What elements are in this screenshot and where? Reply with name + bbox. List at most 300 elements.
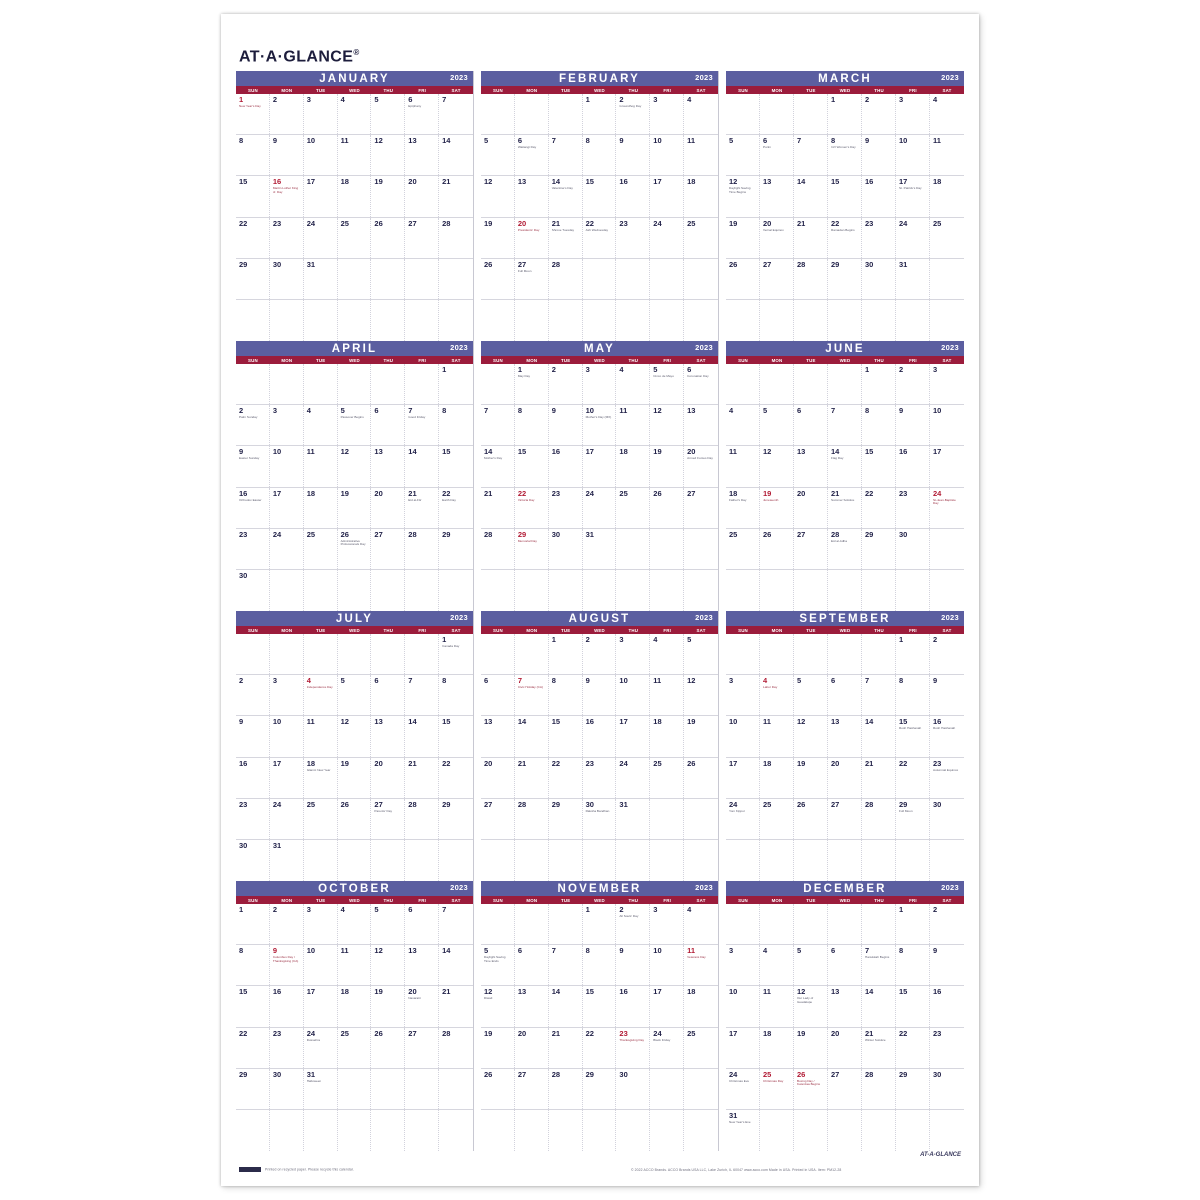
day-cell[interactable] [760, 904, 794, 944]
day-cell[interactable] [684, 1028, 718, 1068]
day-cell[interactable] [896, 675, 930, 715]
day-cell[interactable] [549, 799, 583, 839]
day-cell[interactable] [862, 1110, 896, 1151]
day-cell[interactable] [439, 570, 473, 611]
day-cell[interactable] [515, 758, 549, 798]
day-cell[interactable] [616, 1110, 650, 1151]
day-cell[interactable] [616, 675, 650, 715]
day-cell[interactable] [760, 1069, 794, 1109]
day-cell[interactable] [549, 1069, 583, 1109]
day-cell[interactable] [583, 716, 617, 756]
day-cell[interactable] [896, 840, 930, 881]
day-cell[interactable] [515, 675, 549, 715]
day-cell[interactable] [515, 259, 549, 299]
day-cell[interactable] [515, 945, 549, 985]
day-cell[interactable] [760, 300, 794, 341]
day-cell[interactable] [726, 135, 760, 175]
day-cell[interactable] [439, 218, 473, 258]
day-cell[interactable] [236, 840, 270, 881]
day-cell[interactable] [794, 716, 828, 756]
day-cell[interactable] [481, 300, 515, 341]
day-cell[interactable] [439, 364, 473, 404]
day-cell[interactable] [684, 364, 718, 404]
day-cell[interactable] [405, 758, 439, 798]
day-cell[interactable] [616, 364, 650, 404]
day-cell[interactable] [650, 675, 684, 715]
day-cell[interactable] [684, 446, 718, 486]
day-cell[interactable] [439, 446, 473, 486]
day-cell[interactable] [371, 300, 405, 341]
day-cell[interactable] [304, 176, 338, 216]
day-cell[interactable] [896, 570, 930, 611]
day-cell[interactable] [616, 799, 650, 839]
day-cell[interactable] [930, 529, 964, 569]
day-cell[interactable] [236, 904, 270, 944]
day-cell[interactable] [583, 218, 617, 258]
day-cell[interactable] [896, 716, 930, 756]
day-cell[interactable] [616, 300, 650, 341]
day-cell[interactable] [930, 716, 964, 756]
day-cell[interactable] [338, 529, 372, 569]
day-cell[interactable] [338, 716, 372, 756]
day-cell[interactable] [896, 904, 930, 944]
day-cell[interactable] [760, 1028, 794, 1068]
day-cell[interactable] [930, 799, 964, 839]
day-cell[interactable] [684, 904, 718, 944]
day-cell[interactable] [338, 758, 372, 798]
day-cell[interactable] [338, 300, 372, 341]
day-cell[interactable] [896, 758, 930, 798]
day-cell[interactable] [930, 135, 964, 175]
day-cell[interactable] [338, 945, 372, 985]
day-cell[interactable] [338, 634, 372, 674]
day-cell[interactable] [371, 94, 405, 134]
day-cell[interactable] [304, 1110, 338, 1151]
day-cell[interactable] [338, 405, 372, 445]
day-cell[interactable] [304, 1069, 338, 1109]
day-cell[interactable] [236, 529, 270, 569]
day-cell[interactable] [405, 675, 439, 715]
day-cell[interactable] [862, 1069, 896, 1109]
day-cell[interactable] [794, 300, 828, 341]
day-cell[interactable] [371, 634, 405, 674]
day-cell[interactable] [583, 529, 617, 569]
day-cell[interactable] [371, 364, 405, 404]
day-cell[interactable] [405, 135, 439, 175]
day-cell[interactable] [760, 570, 794, 611]
day-cell[interactable] [726, 758, 760, 798]
day-cell[interactable] [481, 488, 515, 528]
day-cell[interactable] [481, 218, 515, 258]
day-cell[interactable] [684, 716, 718, 756]
day-cell[interactable] [828, 675, 862, 715]
day-cell[interactable] [684, 488, 718, 528]
day-cell[interactable] [405, 218, 439, 258]
day-cell[interactable] [896, 945, 930, 985]
day-cell[interactable] [236, 986, 270, 1026]
day-cell[interactable] [828, 986, 862, 1026]
day-cell[interactable] [684, 259, 718, 299]
day-cell[interactable] [270, 300, 304, 341]
day-cell[interactable] [896, 364, 930, 404]
day-cell[interactable] [896, 94, 930, 134]
day-cell[interactable] [583, 634, 617, 674]
day-cell[interactable] [896, 176, 930, 216]
day-cell[interactable] [481, 1028, 515, 1068]
day-cell[interactable] [930, 840, 964, 881]
day-cell[interactable] [930, 1028, 964, 1068]
day-cell[interactable] [304, 488, 338, 528]
day-cell[interactable] [828, 135, 862, 175]
day-cell[interactable] [439, 986, 473, 1026]
day-cell[interactable] [405, 986, 439, 1026]
day-cell[interactable] [650, 1069, 684, 1109]
day-cell[interactable] [270, 218, 304, 258]
day-cell[interactable] [304, 300, 338, 341]
day-cell[interactable] [930, 1110, 964, 1151]
day-cell[interactable] [515, 94, 549, 134]
day-cell[interactable] [650, 300, 684, 341]
day-cell[interactable] [930, 945, 964, 985]
day-cell[interactable] [304, 799, 338, 839]
day-cell[interactable] [371, 488, 405, 528]
day-cell[interactable] [371, 529, 405, 569]
day-cell[interactable] [684, 799, 718, 839]
day-cell[interactable] [304, 529, 338, 569]
day-cell[interactable] [371, 840, 405, 881]
day-cell[interactable] [481, 904, 515, 944]
day-cell[interactable] [549, 1110, 583, 1151]
day-cell[interactable] [338, 1028, 372, 1068]
day-cell[interactable] [583, 94, 617, 134]
day-cell[interactable] [270, 405, 304, 445]
day-cell[interactable] [405, 840, 439, 881]
day-cell[interactable] [650, 446, 684, 486]
day-cell[interactable] [794, 799, 828, 839]
day-cell[interactable] [405, 446, 439, 486]
day-cell[interactable] [726, 1028, 760, 1068]
day-cell[interactable] [236, 634, 270, 674]
day-cell[interactable] [236, 945, 270, 985]
day-cell[interactable] [828, 176, 862, 216]
day-cell[interactable] [270, 488, 304, 528]
day-cell[interactable] [583, 1069, 617, 1109]
day-cell[interactable] [481, 176, 515, 216]
day-cell[interactable] [583, 488, 617, 528]
day-cell[interactable] [583, 300, 617, 341]
day-cell[interactable] [828, 529, 862, 569]
day-cell[interactable] [828, 446, 862, 486]
day-cell[interactable] [726, 446, 760, 486]
day-cell[interactable] [726, 176, 760, 216]
day-cell[interactable] [405, 405, 439, 445]
day-cell[interactable] [481, 758, 515, 798]
day-cell[interactable] [684, 570, 718, 611]
day-cell[interactable] [481, 570, 515, 611]
day-cell[interactable] [828, 94, 862, 134]
day-cell[interactable] [862, 94, 896, 134]
day-cell[interactable] [828, 716, 862, 756]
day-cell[interactable] [650, 135, 684, 175]
day-cell[interactable] [896, 405, 930, 445]
day-cell[interactable] [828, 1028, 862, 1068]
day-cell[interactable] [270, 758, 304, 798]
day-cell[interactable] [930, 405, 964, 445]
day-cell[interactable] [862, 570, 896, 611]
day-cell[interactable] [726, 634, 760, 674]
day-cell[interactable] [583, 904, 617, 944]
day-cell[interactable] [405, 488, 439, 528]
day-cell[interactable] [726, 986, 760, 1026]
day-cell[interactable] [930, 1069, 964, 1109]
day-cell[interactable] [862, 716, 896, 756]
day-cell[interactable] [896, 446, 930, 486]
day-cell[interactable] [481, 1069, 515, 1109]
day-cell[interactable] [481, 94, 515, 134]
day-cell[interactable] [896, 218, 930, 258]
day-cell[interactable] [684, 405, 718, 445]
day-cell[interactable] [862, 405, 896, 445]
day-cell[interactable] [549, 1028, 583, 1068]
day-cell[interactable] [304, 986, 338, 1026]
day-cell[interactable] [616, 758, 650, 798]
day-cell[interactable] [684, 94, 718, 134]
day-cell[interactable] [549, 945, 583, 985]
day-cell[interactable] [515, 570, 549, 611]
day-cell[interactable] [405, 94, 439, 134]
day-cell[interactable] [549, 570, 583, 611]
day-cell[interactable] [650, 1028, 684, 1068]
day-cell[interactable] [650, 94, 684, 134]
day-cell[interactable] [481, 634, 515, 674]
day-cell[interactable] [583, 176, 617, 216]
day-cell[interactable] [405, 1069, 439, 1109]
day-cell[interactable] [794, 218, 828, 258]
day-cell[interactable] [304, 675, 338, 715]
day-cell[interactable] [270, 840, 304, 881]
day-cell[interactable] [439, 1110, 473, 1151]
day-cell[interactable] [481, 446, 515, 486]
day-cell[interactable] [583, 840, 617, 881]
day-cell[interactable] [270, 1110, 304, 1151]
day-cell[interactable] [371, 945, 405, 985]
day-cell[interactable] [439, 176, 473, 216]
day-cell[interactable] [439, 135, 473, 175]
day-cell[interactable] [726, 405, 760, 445]
day-cell[interactable] [439, 488, 473, 528]
day-cell[interactable] [583, 135, 617, 175]
day-cell[interactable] [862, 758, 896, 798]
day-cell[interactable] [583, 570, 617, 611]
day-cell[interactable] [270, 94, 304, 134]
day-cell[interactable] [405, 1110, 439, 1151]
day-cell[interactable] [270, 446, 304, 486]
day-cell[interactable] [862, 799, 896, 839]
day-cell[interactable] [270, 570, 304, 611]
day-cell[interactable] [760, 758, 794, 798]
day-cell[interactable] [439, 840, 473, 881]
day-cell[interactable] [371, 1028, 405, 1068]
day-cell[interactable] [549, 716, 583, 756]
day-cell[interactable] [583, 1110, 617, 1151]
day-cell[interactable] [236, 1069, 270, 1109]
day-cell[interactable] [338, 840, 372, 881]
day-cell[interactable] [726, 218, 760, 258]
day-cell[interactable] [481, 716, 515, 756]
day-cell[interactable] [405, 176, 439, 216]
day-cell[interactable] [650, 364, 684, 404]
day-cell[interactable] [236, 716, 270, 756]
day-cell[interactable] [236, 300, 270, 341]
day-cell[interactable] [828, 218, 862, 258]
day-cell[interactable] [236, 135, 270, 175]
day-cell[interactable] [650, 799, 684, 839]
day-cell[interactable] [726, 300, 760, 341]
day-cell[interactable] [794, 259, 828, 299]
day-cell[interactable] [439, 259, 473, 299]
day-cell[interactable] [405, 799, 439, 839]
day-cell[interactable] [760, 1110, 794, 1151]
day-cell[interactable] [583, 405, 617, 445]
day-cell[interactable] [405, 300, 439, 341]
day-cell[interactable] [684, 986, 718, 1026]
day-cell[interactable] [616, 446, 650, 486]
day-cell[interactable] [236, 675, 270, 715]
day-cell[interactable] [481, 945, 515, 985]
day-cell[interactable] [616, 716, 650, 756]
day-cell[interactable] [794, 446, 828, 486]
day-cell[interactable] [760, 716, 794, 756]
day-cell[interactable] [515, 300, 549, 341]
day-cell[interactable] [650, 986, 684, 1026]
day-cell[interactable] [684, 135, 718, 175]
day-cell[interactable] [828, 1069, 862, 1109]
day-cell[interactable] [236, 218, 270, 258]
day-cell[interactable] [828, 259, 862, 299]
day-cell[interactable] [236, 446, 270, 486]
day-cell[interactable] [930, 176, 964, 216]
day-cell[interactable] [439, 1069, 473, 1109]
day-cell[interactable] [236, 1110, 270, 1151]
day-cell[interactable] [405, 716, 439, 756]
day-cell[interactable] [583, 446, 617, 486]
day-cell[interactable] [616, 840, 650, 881]
day-cell[interactable] [760, 799, 794, 839]
day-cell[interactable] [338, 986, 372, 1026]
day-cell[interactable] [794, 634, 828, 674]
day-cell[interactable] [515, 1028, 549, 1068]
day-cell[interactable] [481, 259, 515, 299]
day-cell[interactable] [270, 716, 304, 756]
day-cell[interactable] [270, 634, 304, 674]
day-cell[interactable] [650, 176, 684, 216]
day-cell[interactable] [726, 840, 760, 881]
day-cell[interactable] [270, 259, 304, 299]
day-cell[interactable] [794, 840, 828, 881]
day-cell[interactable] [760, 840, 794, 881]
day-cell[interactable] [304, 634, 338, 674]
day-cell[interactable] [930, 94, 964, 134]
day-cell[interactable] [684, 1069, 718, 1109]
day-cell[interactable] [896, 1028, 930, 1068]
day-cell[interactable] [726, 1069, 760, 1109]
day-cell[interactable] [650, 405, 684, 445]
day-cell[interactable] [862, 529, 896, 569]
day-cell[interactable] [304, 840, 338, 881]
day-cell[interactable] [930, 218, 964, 258]
day-cell[interactable] [405, 945, 439, 985]
day-cell[interactable] [583, 1028, 617, 1068]
day-cell[interactable] [828, 364, 862, 404]
day-cell[interactable] [794, 1028, 828, 1068]
day-cell[interactable] [616, 570, 650, 611]
day-cell[interactable] [371, 675, 405, 715]
day-cell[interactable] [930, 675, 964, 715]
day-cell[interactable] [405, 1028, 439, 1068]
day-cell[interactable] [549, 94, 583, 134]
day-cell[interactable] [481, 529, 515, 569]
day-cell[interactable] [684, 634, 718, 674]
day-cell[interactable] [684, 529, 718, 569]
day-cell[interactable] [405, 570, 439, 611]
day-cell[interactable] [650, 488, 684, 528]
day-cell[interactable] [338, 135, 372, 175]
day-cell[interactable] [583, 675, 617, 715]
day-cell[interactable] [549, 218, 583, 258]
day-cell[interactable] [828, 799, 862, 839]
day-cell[interactable] [515, 135, 549, 175]
day-cell[interactable] [371, 799, 405, 839]
day-cell[interactable] [338, 1110, 372, 1151]
day-cell[interactable] [304, 716, 338, 756]
day-cell[interactable] [684, 758, 718, 798]
day-cell[interactable] [405, 259, 439, 299]
day-cell[interactable] [616, 218, 650, 258]
day-cell[interactable] [760, 364, 794, 404]
day-cell[interactable] [515, 1110, 549, 1151]
day-cell[interactable] [304, 259, 338, 299]
day-cell[interactable] [726, 675, 760, 715]
day-cell[interactable] [650, 218, 684, 258]
day-cell[interactable] [650, 840, 684, 881]
day-cell[interactable] [549, 904, 583, 944]
day-cell[interactable] [828, 904, 862, 944]
day-cell[interactable] [794, 94, 828, 134]
day-cell[interactable] [650, 529, 684, 569]
day-cell[interactable] [549, 176, 583, 216]
day-cell[interactable] [439, 799, 473, 839]
day-cell[interactable] [371, 1110, 405, 1151]
day-cell[interactable] [439, 945, 473, 985]
day-cell[interactable] [304, 135, 338, 175]
day-cell[interactable] [583, 758, 617, 798]
day-cell[interactable] [760, 488, 794, 528]
day-cell[interactable] [862, 945, 896, 985]
day-cell[interactable] [930, 259, 964, 299]
day-cell[interactable] [515, 405, 549, 445]
day-cell[interactable] [794, 1069, 828, 1109]
day-cell[interactable] [439, 529, 473, 569]
day-cell[interactable] [338, 799, 372, 839]
day-cell[interactable] [726, 364, 760, 404]
day-cell[interactable] [760, 945, 794, 985]
day-cell[interactable] [338, 176, 372, 216]
day-cell[interactable] [515, 218, 549, 258]
day-cell[interactable] [270, 799, 304, 839]
day-cell[interactable] [338, 218, 372, 258]
day-cell[interactable] [304, 1028, 338, 1068]
day-cell[interactable] [616, 1028, 650, 1068]
